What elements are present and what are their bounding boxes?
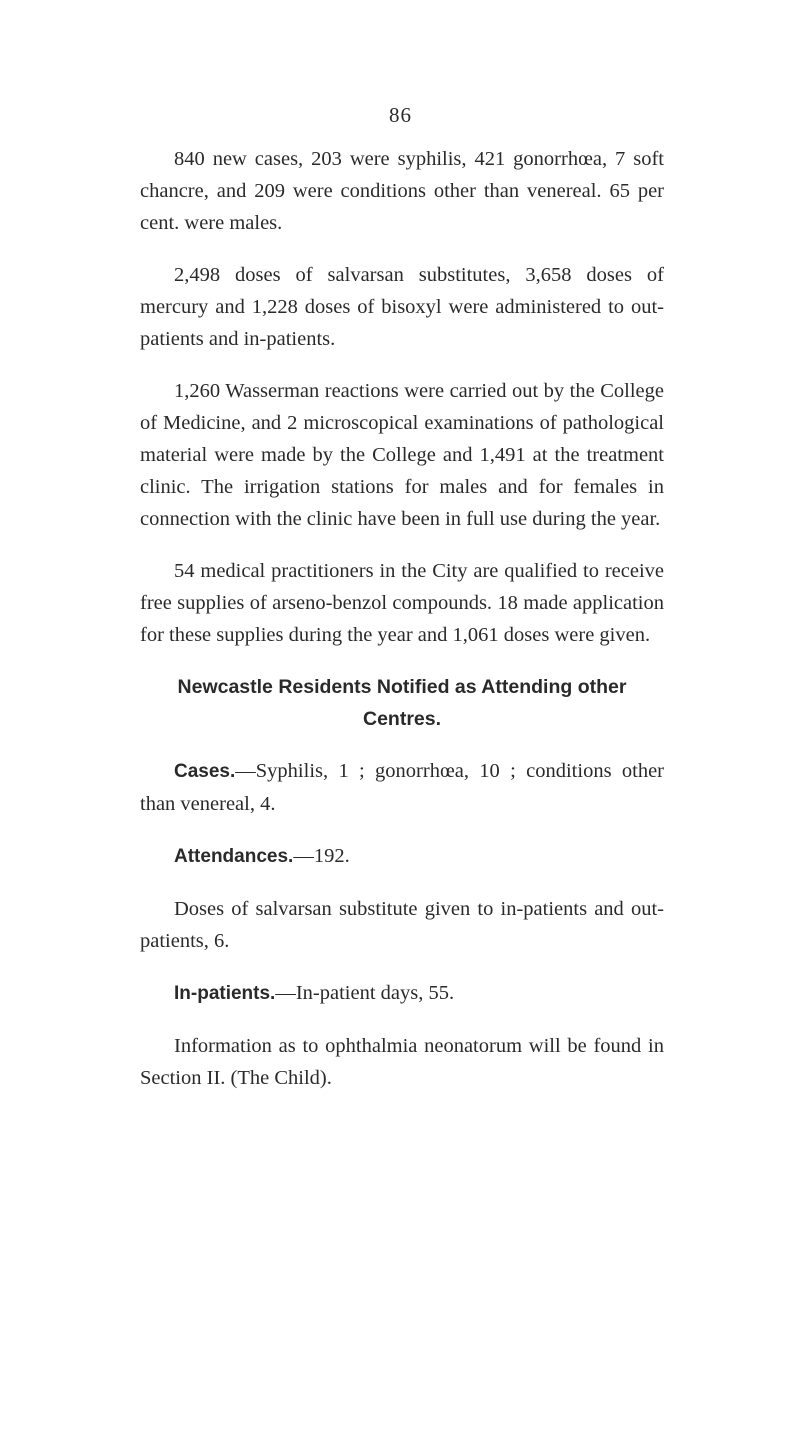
paragraph-medical-practitioners: 54 medical practitioners in the City are qualified to receive free supplies of arseno-benzol compounds. 18 made application for these supplies during the year and 1,061 doses were given. bbox=[140, 560, 664, 646]
page-number: 86 bbox=[389, 103, 412, 127]
paragraph-inpatients bbox=[140, 977, 664, 1010]
cases-text: —Syphilis, 1 ; gonorrhœa, 10 ; conditions other than venereal, 4. bbox=[140, 760, 664, 815]
paragraph-doses-substitute: Doses of salvarsan substitute given to in-patients and out-patients, 6. bbox=[140, 898, 664, 952]
section-heading: Newcastle Residents Notified as Attending other Centres. bbox=[177, 676, 627, 730]
paragraph-doses-administered: 2,498 doses of salvarsan substitutes, 3,658 doses of mercury and 1,228 doses of bisoxyl were administered to out-patients and in-patients. bbox=[140, 264, 664, 350]
paragraph-information: Information as to ophthalmia neonatorum will be found in Section II. (The Child). bbox=[140, 1035, 664, 1089]
paragraph-new-cases: 840 new cases, 203 were syphilis, 421 gonorrhœa, 7 soft chancre, and 209 were conditions other than venereal. 65 per cent. were males. bbox=[140, 148, 664, 234]
document-body bbox=[140, 143, 664, 1114]
inpatients-label: In-patients. bbox=[174, 983, 276, 1004]
inpatients-text: —In-patient days, 55. bbox=[275, 982, 455, 1004]
attendances-text: —192. bbox=[293, 845, 350, 867]
attendances-label: Attendances. bbox=[174, 846, 294, 867]
paragraph-cases bbox=[140, 755, 664, 820]
paragraph-wasserman-reactions: 1,260 Wasserman reactions were carried out by the College of Medicine, and 2 microscopical examinations of pathological material were made by the College and 1,491 at the treatment clinic. The irrigation stations for males and for females in connection with the clinic have been in full use during the year. bbox=[140, 380, 664, 530]
cases-label: Cases. bbox=[174, 761, 236, 782]
paragraph-attendances bbox=[140, 840, 664, 873]
